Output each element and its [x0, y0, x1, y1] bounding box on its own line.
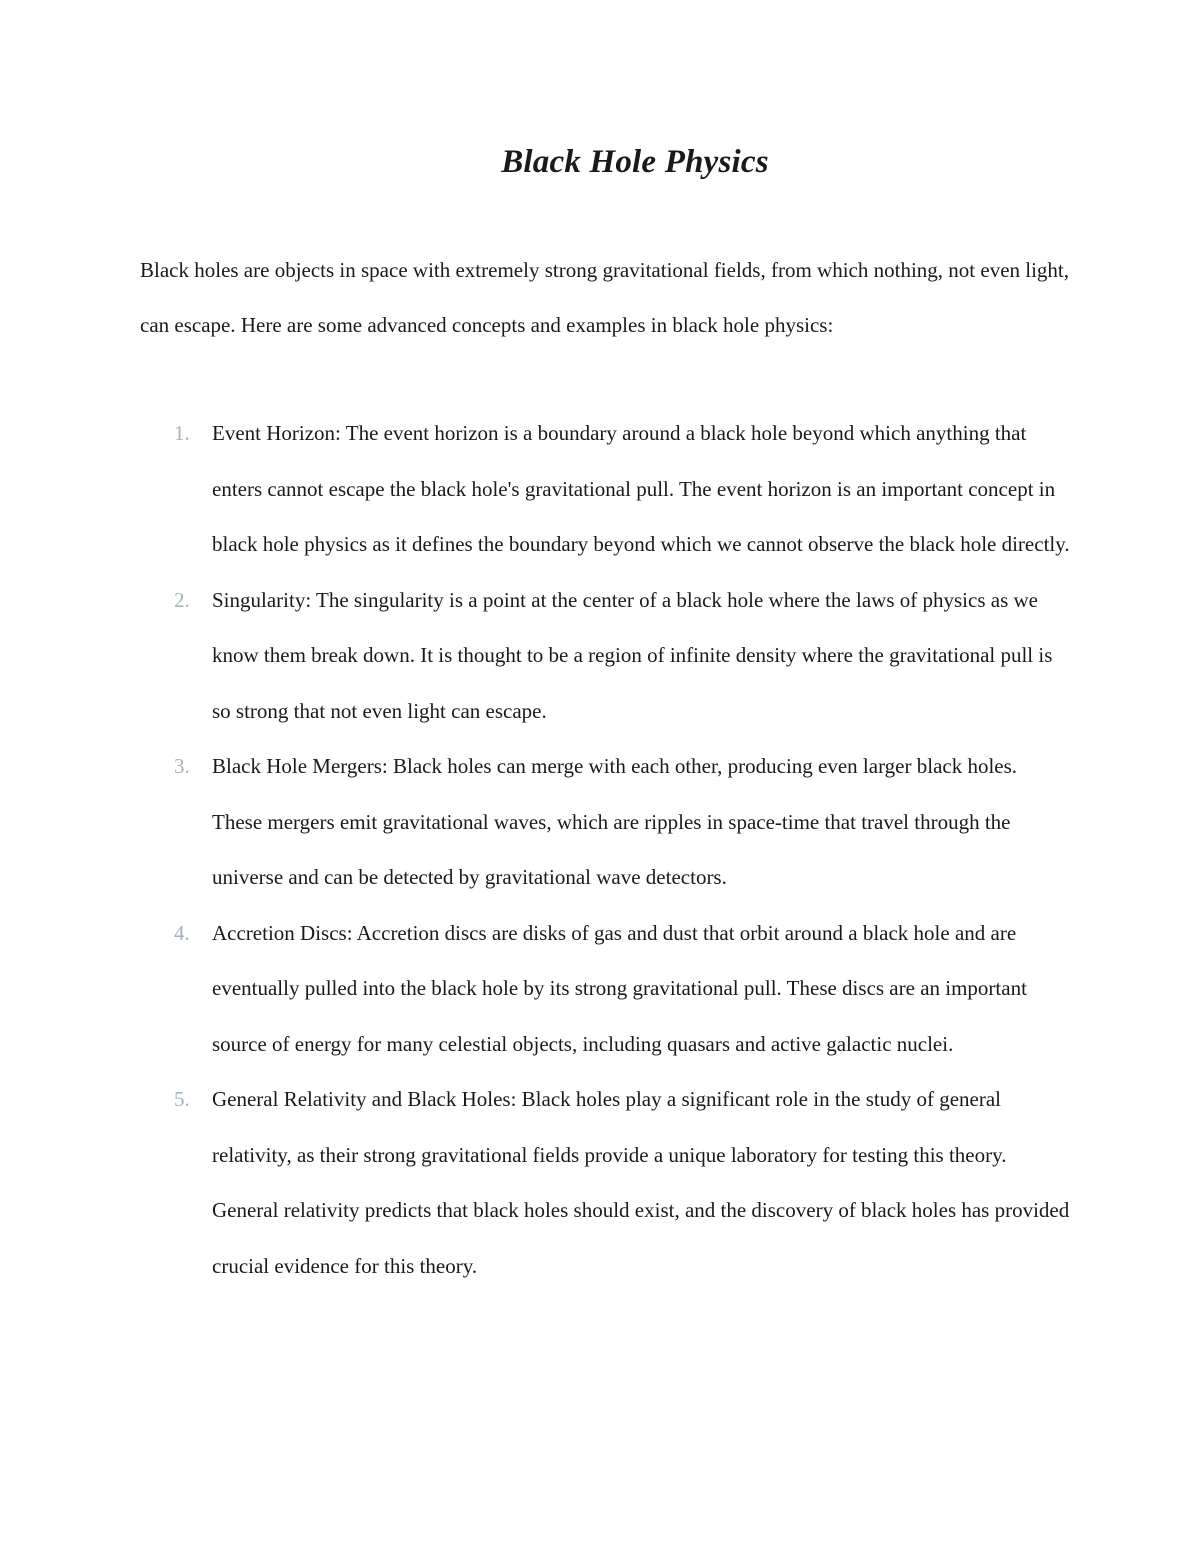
list-item-number: 5.	[174, 1087, 190, 1111]
list-item-text: Black Hole Mergers: Black holes can merge with each other, producing even larger black holes. These mergers emit gravitational waves, which are ripples in space-time that travel through the universe and can be detected by gravitational wave detectors.	[212, 754, 1018, 889]
list-item-text: Singularity: The singularity is a point at the center of a black hole where the laws of physics as we know them break down. It is thought to be a region of infinite density where the gravitational pull is so strong that not even light can escape.	[212, 587, 1053, 723]
list-item	[140, 573, 1070, 740]
list-item-text: Event Horizon: The event horizon is a boundary around a black hole beyond which anything that enters cannot escape the black hole's gravitational pull. The event horizon is an important concept in black hole physics as it defines the boundary beyond which we cannot observe the black hole directly.	[212, 421, 1070, 556]
list-item-text: Accretion Discs: Accretion discs are disks of gas and dust that orbit around a black hole and are eventually pulled into the black hole by its strong gravitational pull. These discs are an important source of energy for many celestial objects, including quasars and active galactic nuclei.	[212, 920, 1027, 1056]
document-title: Black Hole Physics	[501, 144, 769, 180]
list-item	[140, 406, 1070, 573]
intro-paragraph: Black holes are objects in space with extremely strong gravitational fields, from which nothing, not even light, can escape. Here are some advanced concepts and examples in black hole physics:	[140, 258, 1070, 337]
list-item-number: 2.	[174, 587, 190, 612]
list-item-number: 3.	[174, 754, 190, 778]
list-item	[140, 906, 1070, 1073]
list-item-number: 4.	[174, 920, 190, 945]
list-item	[140, 739, 1070, 906]
list-item-text: General Relativity and Black Holes: Black holes play a significant role in the study of general relativity, as their strong gravitational fields provide a unique laboratory for testing this theory. General relativity predicts that black holes should exist, and the discovery of black holes has provided crucial evidence for this theory.	[212, 1087, 1070, 1278]
list-item	[140, 1072, 1070, 1294]
list-item-number: 1.	[174, 421, 190, 445]
concept-list	[140, 406, 1070, 1294]
